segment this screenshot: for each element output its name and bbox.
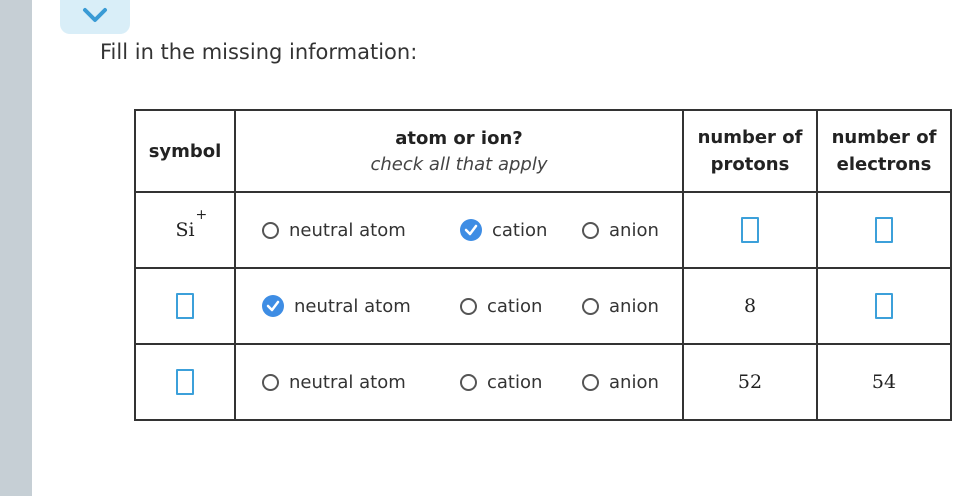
collapse-toggle-button[interactable] bbox=[60, 0, 130, 34]
protons-value: 8 bbox=[743, 295, 757, 317]
protons-cell bbox=[683, 268, 817, 344]
checkbox-unchecked[interactable] bbox=[262, 222, 279, 239]
table-row bbox=[135, 268, 951, 344]
protons-cell bbox=[683, 344, 817, 420]
option-neutral-atom[interactable]: neutral atom bbox=[262, 295, 460, 317]
protons-input[interactable] bbox=[741, 217, 759, 243]
atom-or-ion-cell bbox=[235, 344, 683, 420]
symbol-cell bbox=[135, 268, 235, 344]
checkbox-checked[interactable] bbox=[262, 295, 284, 317]
checkbox-checked[interactable] bbox=[460, 219, 482, 241]
checkbox-unchecked[interactable] bbox=[460, 298, 477, 315]
header-protons: number of protons bbox=[683, 110, 817, 192]
header-atom-or-ion: atom or ion? check all that apply bbox=[235, 110, 683, 192]
table-row bbox=[135, 192, 951, 268]
checkbox-unchecked[interactable] bbox=[582, 222, 599, 239]
checkbox-unchecked[interactable] bbox=[582, 298, 599, 315]
option-cation[interactable]: cation bbox=[460, 372, 582, 393]
chevron-down-icon bbox=[82, 7, 108, 23]
symbol-cell bbox=[135, 192, 235, 268]
protons-value: 52 bbox=[737, 371, 763, 393]
electrons-cell bbox=[817, 268, 951, 344]
left-sidebar bbox=[0, 0, 32, 496]
checkbox-unchecked[interactable] bbox=[262, 374, 279, 391]
option-cation[interactable]: cation bbox=[460, 219, 582, 241]
checkmark-icon bbox=[464, 224, 478, 236]
symbol-input[interactable] bbox=[176, 293, 194, 319]
checkbox-unchecked[interactable] bbox=[460, 374, 477, 391]
electrons-value: 54 bbox=[871, 371, 897, 393]
option-anion[interactable]: anion bbox=[582, 220, 659, 241]
option-neutral-atom[interactable]: neutral atom bbox=[262, 220, 460, 241]
electrons-cell bbox=[817, 344, 951, 420]
option-anion[interactable]: anion bbox=[582, 296, 659, 317]
atom-or-ion-cell bbox=[235, 268, 683, 344]
option-cation[interactable]: cation bbox=[460, 296, 582, 317]
element-symbol: Si + bbox=[175, 207, 208, 241]
table-row bbox=[135, 344, 951, 420]
electrons-cell bbox=[817, 192, 951, 268]
table-header-row bbox=[135, 110, 951, 192]
symbol-input[interactable] bbox=[176, 369, 194, 395]
electrons-input[interactable] bbox=[875, 217, 893, 243]
checkmark-icon bbox=[266, 300, 280, 312]
atom-or-ion-cell bbox=[235, 192, 683, 268]
header-symbol: symbol bbox=[135, 110, 235, 192]
electrons-input[interactable] bbox=[875, 293, 893, 319]
symbol-cell bbox=[135, 344, 235, 420]
header-electrons: number of electrons bbox=[817, 110, 951, 192]
checkbox-unchecked[interactable] bbox=[582, 374, 599, 391]
instruction-text: Fill in the missing information: bbox=[100, 40, 418, 64]
protons-cell bbox=[683, 192, 817, 268]
ion-table bbox=[134, 109, 952, 421]
option-neutral-atom[interactable]: neutral atom bbox=[262, 372, 460, 393]
option-anion[interactable]: anion bbox=[582, 372, 659, 393]
